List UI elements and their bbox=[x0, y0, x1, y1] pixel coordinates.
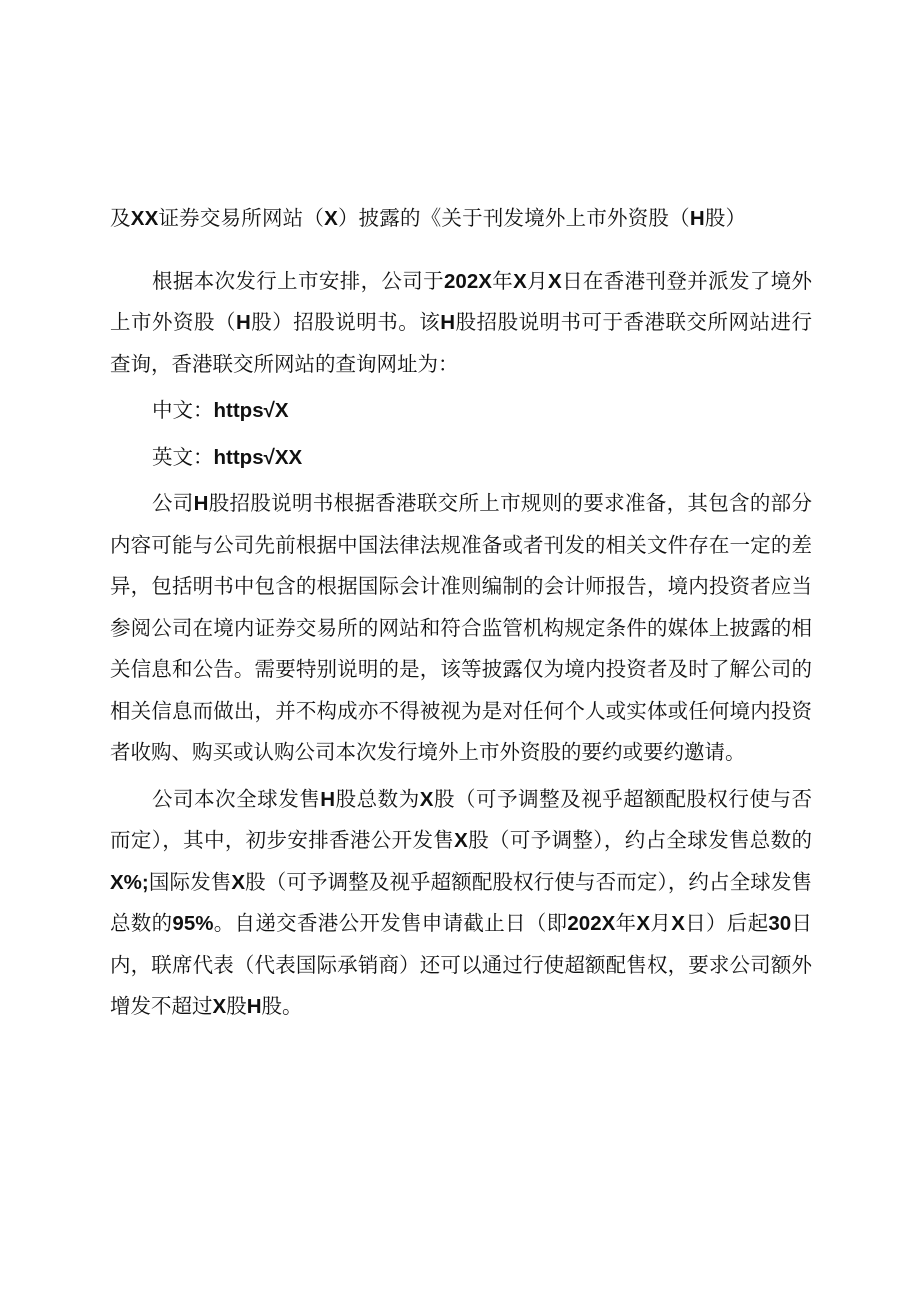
paragraph-offering-details: 公司本次全球发售H股总数为X股（可予调整及视乎超额配股权行使与否而定），其中，初步安排香港公开发售X股（可予调整），约占全球发售总数的X%;国际发售X股（可予调整及视乎超额配股权行使与否而定），约占全球发售总数的95%。自递交香港公开发售申请截止日（即202X年X月X日）后起30日内，联席代表（代表国际承销商）还可以通过行使超额配售权，要求公司额外增发不超过X股H股。 bbox=[110, 786, 813, 1018]
paragraph-prospectus-publication: 根据本次发行上市安排，公司于202X年X月X日在香港刊登并派发了境外上市外资股（H股）招股说明书。该H股招股说明书可于香港联交所网站进行查询，香港联交所网站的查询网址为： bbox=[110, 268, 813, 376]
english-url-line: 英文：https√XX bbox=[152, 444, 303, 469]
document-body bbox=[110, 198, 812, 1028]
paragraph-disclosure-notice: 公司H股招股说明书根据香港联交所上市规则的要求准备，其包含的部分内容可能与公司先前根据中国法律法规准备或者刊发的相关文件存在一定的差异，包括明书中包含的根据国际会计准则编制的会计师报告，境内投资者应当参阅公司在境内证券交易所的网站和符合监管机构规定条件的媒体上披露的相关信息和公告。需要特别说明的是，该等披露仅为境内投资者及时了解公司的相关信息而做出，并不构成亦不得被视为是对任何个人或实体或任何境内投资者收购、购买或认购公司本次发行境外上市外资股的要约或要约邀请。 bbox=[110, 491, 812, 764]
fragment-line: 及XX证券交易所网站（X）披露的《关于刊发境外上市外资股（H股） bbox=[110, 206, 747, 230]
chinese-url-line: 中文：https√X bbox=[152, 398, 289, 422]
